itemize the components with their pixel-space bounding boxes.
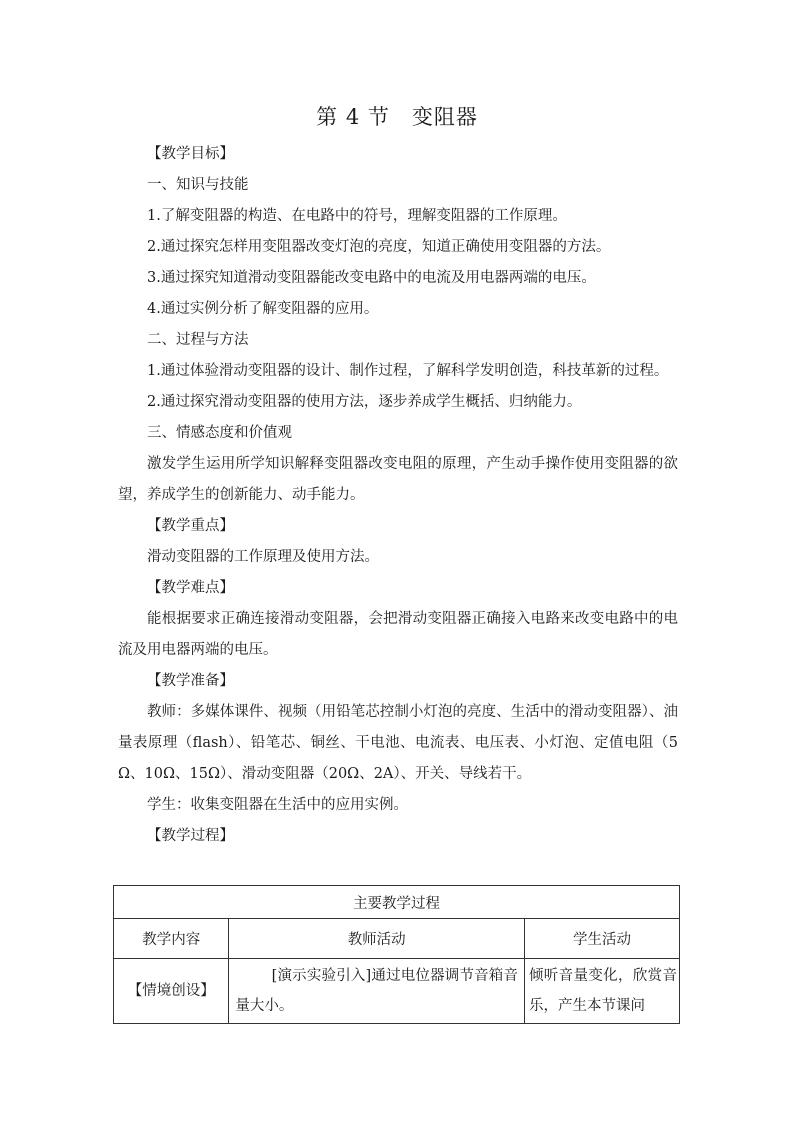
objective-item: 1.了解变阻器的构造、在电路中的符号，理解变阻器的工作原理。: [147, 208, 567, 224]
section-heading-objectives: 【教学目标】: [147, 146, 234, 162]
body-paragraph: 学生：收集变阻器在生活中的应用实例。: [147, 797, 408, 813]
subheading-process-methods: 二、过程与方法: [147, 332, 249, 348]
objective-item: 2.通过探究滑动变阻器的使用方法，逐步养成学生概括、归纳能力。: [147, 394, 582, 410]
subheading-attitude-values: 三、情感态度和价值观: [147, 425, 292, 441]
body-paragraph: 能根据要求正确连接滑动变阻器，会把滑动变阻器正确接入电路来改变电路中的电流及用电器两端的电压。: [118, 611, 678, 658]
column-header-content: 教学内容: [114, 919, 229, 959]
table-header-row: [114, 919, 680, 959]
page-title: 第 4 节 变阻器: [316, 105, 478, 129]
cell-content: 【情境创设】: [114, 959, 229, 1024]
body-paragraph: 激发学生运用所学知识解释变阻器改变电阻的原理，产生动手操作使用变阻器的欲望，养成学生的创新能力、动手能力。: [118, 456, 678, 503]
section-heading-preparation: 【教学准备】: [147, 673, 234, 689]
body-paragraph: 滑动变阻器的工作原理及使用方法。: [147, 549, 379, 565]
objective-item: 3.通过探究知道滑动变阻器能改变电路中的电流及用电器两端的电压。: [147, 270, 596, 286]
objective-item: 1.通过体验滑动变阻器的设计、制作过程，了解科学发明创造，科技革新的过程。: [147, 363, 669, 379]
teaching-process-table: [113, 885, 680, 1024]
objective-item: 2.通过探究怎样用变阻器改变灯泡的亮度，知道正确使用变阻器的方法。: [147, 239, 611, 255]
column-header-student: 学生活动: [524, 919, 679, 959]
column-header-teacher: 教师活动: [229, 919, 525, 959]
body-paragraph: 教师：多媒体课件、视频（用铅笔芯控制小灯泡的亮度、生活中的滑动变阻器）、油量表原理（flash）、铅笔芯、铜丝、干电池、电流表、电压表、小灯泡、定值电阻（5Ω、10Ω、15Ω）、滑动变阻器（20Ω、2A）、开关、导线若干。: [118, 704, 678, 782]
subheading-knowledge-skills: 一、知识与技能: [147, 177, 249, 193]
objective-item: 4.通过实例分析了解变阻器的应用。: [147, 301, 379, 317]
cell-student-activity: 倾听音量变化，欣赏音乐，产生本节课问: [524, 959, 679, 1024]
cell-teacher-activity: [演示实验引入]通过电位器调节音箱音量大小。: [229, 959, 525, 1024]
document-body: [118, 139, 678, 852]
table-caption-row: [114, 886, 680, 919]
table-caption: 主要教学过程: [114, 886, 680, 919]
section-heading-difficulties: 【教学难点】: [147, 580, 234, 596]
section-heading-process: 【教学过程】: [147, 828, 234, 844]
table-row: [114, 959, 680, 1024]
section-heading-key-points: 【教学重点】: [147, 518, 234, 534]
